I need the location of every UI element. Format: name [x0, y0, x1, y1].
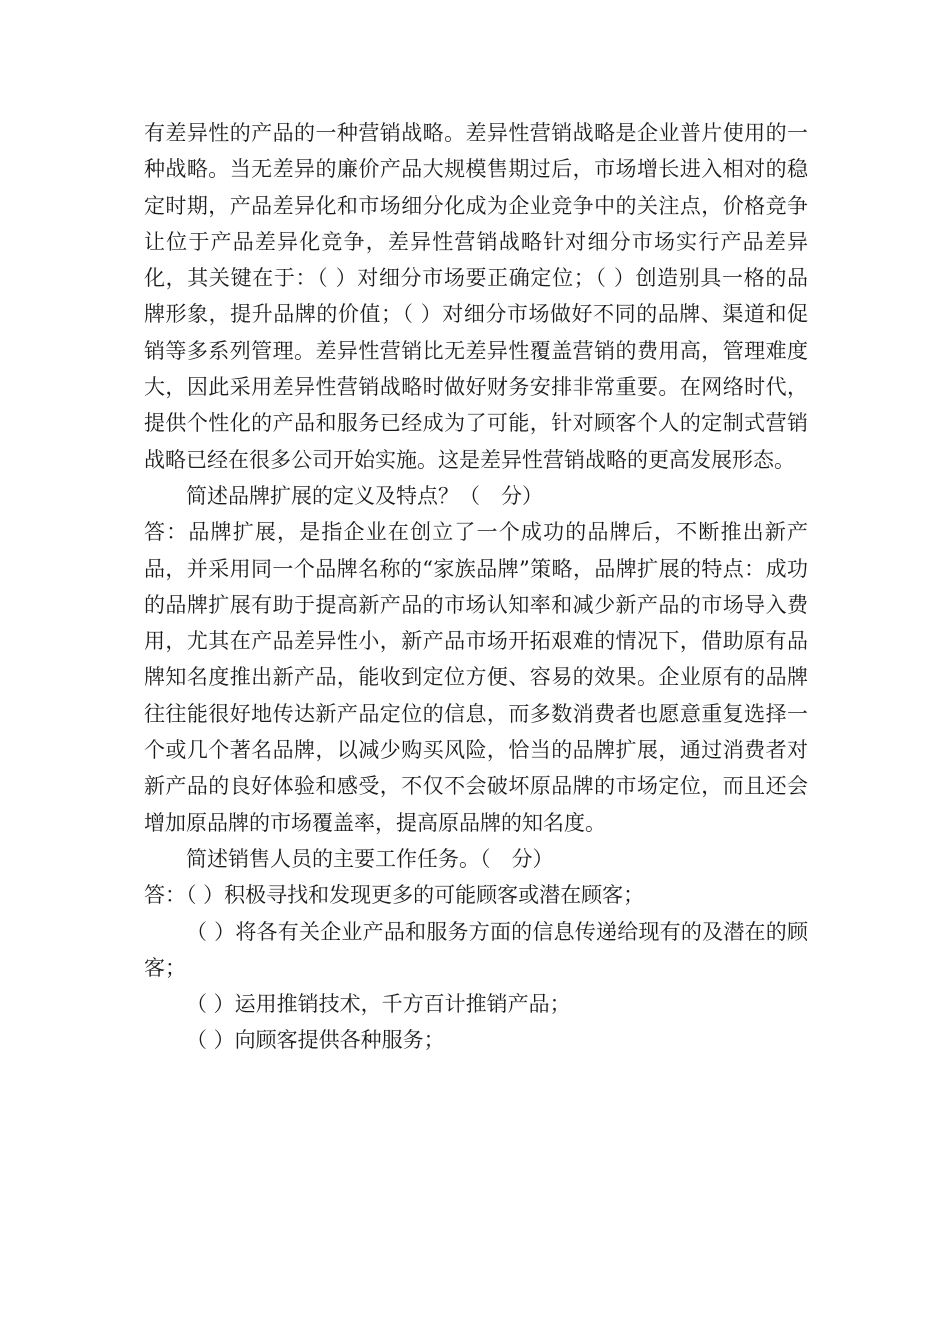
answer-sales-task-2: （ ）将各有关企业产品和服务方面的信息传递给现有的及潜在的顾客； [144, 919, 808, 980]
question-sales-tasks: 简述销售人员的主要工作任务。（ 分） [186, 846, 554, 871]
question-brand-extension: 简述品牌扩展的定义及特点？（ 分） [186, 483, 543, 508]
differentiated-strategy-paragraph: 有差异性的产品的一种营销战略。差异性营销战略是企业普片使用的一种战略。当无差异的廉价产品大规模售期过后，市场增长进入相对的稳定时期，产品差异化和市场细分化成为企业竞争中的关注点，价格竞争让位于产品差异化竞争，差异性营销战略针对细分市场实行产品差异化，其关键在于：（ ）对细分市场要正确定位；（ ）创造别具一格的品牌形象，提升品牌的价值；（ ）对细分市场做好不同的品牌、渠道和促销等多系列管理。差异性营销比无差异性覆盖营销的费用高，管理难度大，因此采用差异性营销战略时做好财务安排非常重要。在网络时代，提供个性化的产品和服务已经成为了可能，针对顾客个人的定制式营销战略已经在很多公司开始实施。这是差异性营销战略的更高发展形态。 [144, 121, 808, 472]
document-page [144, 115, 808, 1059]
answer-sales-task-3: （ ）运用推销技术，千方百计推销产品； [186, 992, 571, 1017]
answer-brand-extension: 答：品牌扩展，是指企业在创立了一个成功的品牌后，不断推出新产品，并采用同一个品牌名称的“家族品牌”策略，品牌扩展的特点：成功的品牌扩展有助于提高新产品的市场认知率和减少新产品的市场导入费用，尤其在产品差异性小，新产品市场开拓艰难的情况下，借助原有品牌知名度推出新产品，能收到定位方便、容易的效果。企业原有的品牌往往能很好地传达新产品定位的信息，而多数消费者也愿意重复选择一个或几个著名品牌，以减少购买风险，恰当的品牌扩展，通过消费者对新产品的良好体验和感受，不仅不会破坏原品牌的市场定位，而且还会增加原品牌的市场覆盖率，提高原品牌的知名度。 [144, 520, 808, 835]
answer-sales-task-1: 答：（ ）积极寻找和发现更多的可能顾客或潜在顾客； [144, 883, 645, 908]
answer-sales-task-4: （ ）向顾客提供各种服务； [186, 1028, 445, 1053]
